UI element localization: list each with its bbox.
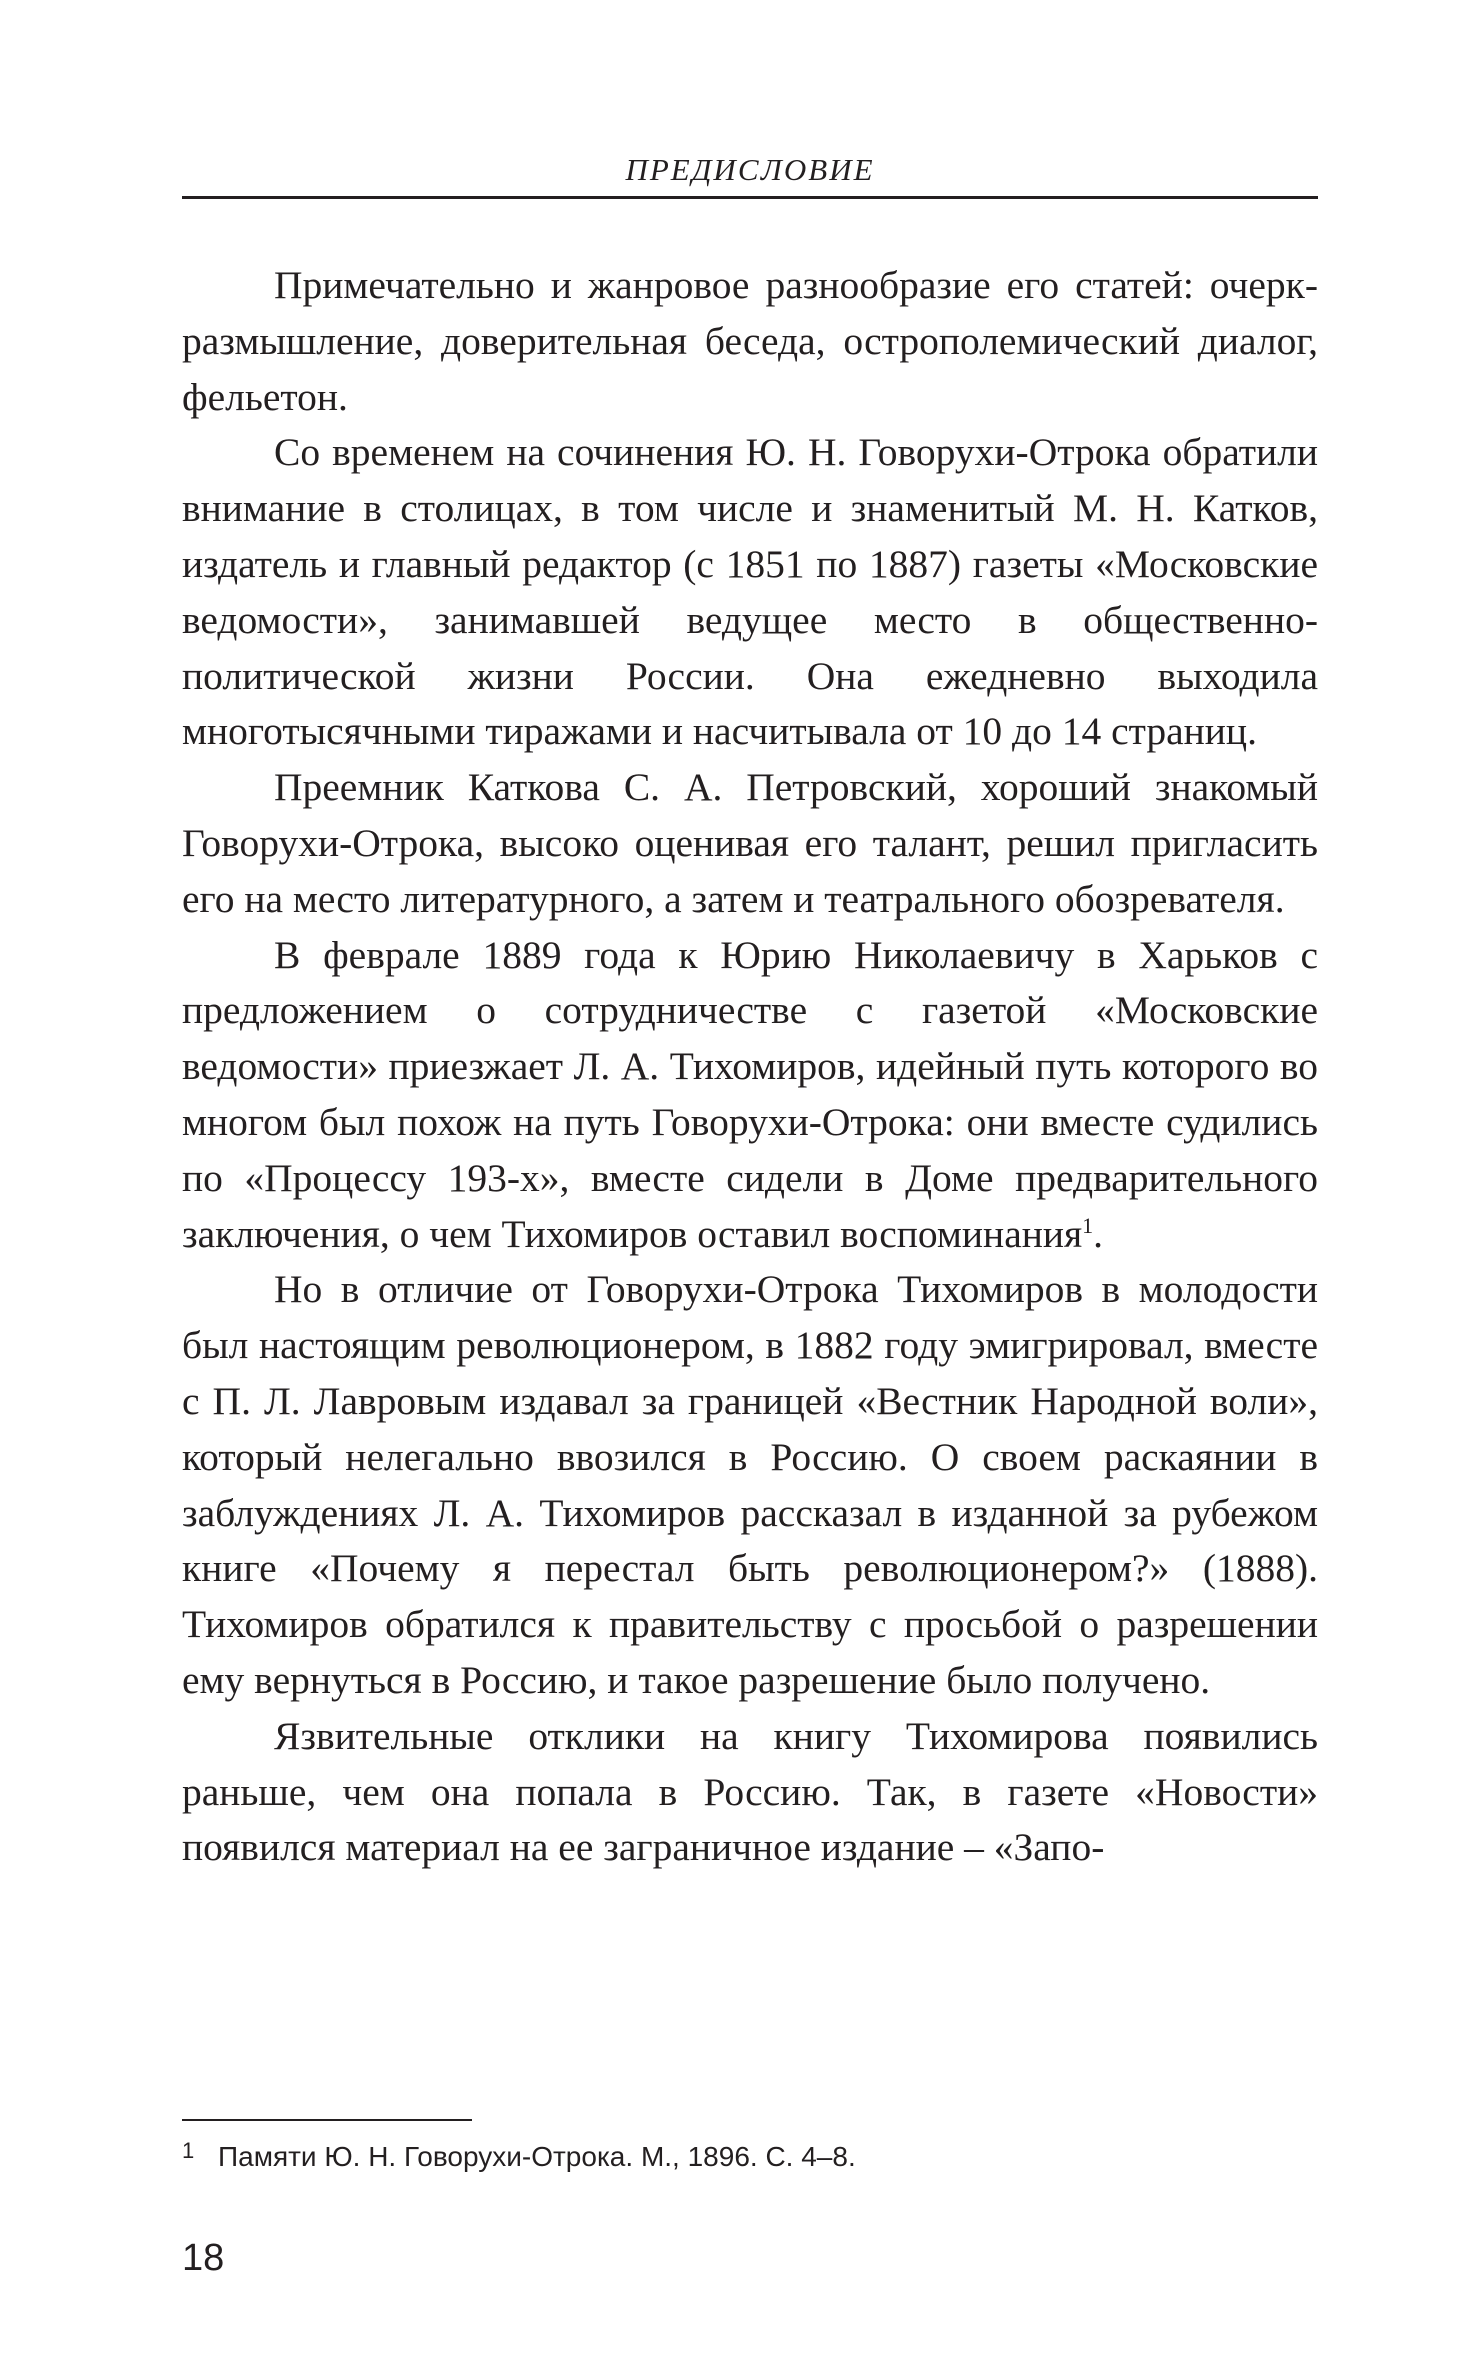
footnote-reference[interactable]: 1 <box>1082 1212 1094 1238</box>
paragraph: Но в отличие от Говорухи-Отрока Тихомиров в молодости был настоящим революционером, в 1882 году эмигрировал, вместе с П. Л. Лавровым издавал за границей «Вестник Народной воли», который нелегально ввозился в Россию. О своем раскаянии в заблуждениях Л. А. Тихомиров рассказал в изданной за рубежом книге «Почему я перестал быть революционером?» (1888). Тихомиров обратился к правительству с просьбой о разрешении ему вернуться в Россию, и такое разрешение было получено. <box>182 1267 1318 1702</box>
page-number: 18 <box>182 2237 225 2279</box>
paragraph-end-punctuation: . <box>1093 1211 1104 1256</box>
header-rule <box>182 196 1318 199</box>
paragraph: Со временем на сочинения Ю. Н. Говорухи-Отрока обратили внимание в столицах, в том числе и знаменитый М. Н. Катков, издатель и главный редактор (с 1851 по 1887) газеты «Московские ведомости», занимавшей ведущее место в общественно-политической жизни России. Она ежедневно выходила многотысячными тиражами и насчитывала от 10 до 14 страниц. <box>182 430 1318 754</box>
running-header: ПРЕДИСЛОВИЕ <box>625 152 875 187</box>
footnote-text: Памяти Ю. Н. Говорухи-Отрока. М., 1896. С. 4–8. <box>218 2141 856 2172</box>
paragraph-text: В феврале 1889 года к Юрию Николаевичу в Харьков с предложением о сотрудничестве с газетой «Московские ведомости» приезжает Л. А. Тихомиров, идейный путь которого во многом был похож на путь Говорухи-Отрока: они вместе судились по «Процессу 193-х», вместе сидели в Доме предварительного заключения, о чем Тихомиров оставил воспоминания <box>182 932 1318 1256</box>
footnote-marker: 1 <box>182 2138 195 2163</box>
footnote <box>182 2132 1318 2176</box>
paragraph: Язвительные отклики на книгу Тихомирова появились раньше, чем она попала в Россию. Так, в газете «Новости» появился материал на ее заграничное издание – «Запо- <box>182 1713 1318 1870</box>
paragraph: Примечательно и жанровое разнообразие его статей: очерк-размышление, доверительная беседа, острополемический диалог, фельетон. <box>182 263 1318 419</box>
paragraph: Преемник Каткова С. А. Петровский, хороший знакомый Говорухи-Отрока, высоко оценивая его талант, решил пригласить его на место литературного, а затем и театрального обозревателя. <box>182 765 1318 921</box>
paragraph <box>182 928 1318 1263</box>
body-text <box>182 258 1318 1876</box>
footnote-rule <box>182 2119 472 2121</box>
